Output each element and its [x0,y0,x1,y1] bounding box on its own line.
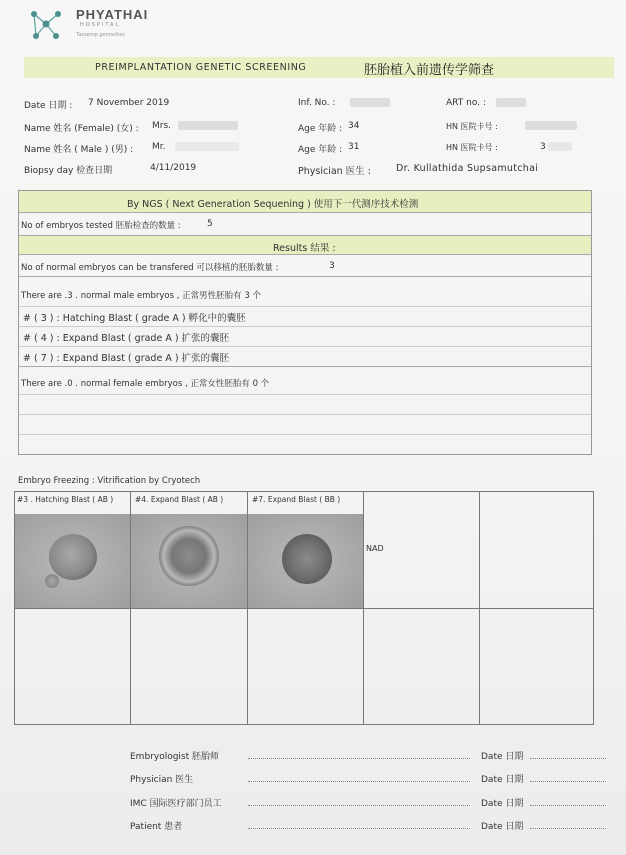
age-male-value: 31 [348,142,360,152]
empty-row [19,435,591,455]
embryo-cell-empty [480,492,594,609]
female-line: There are .0 . normal female embryos , 正常女性胚胎有 0 个 [21,379,270,389]
physician-value: Dr. Kullathida Supsamutchai [396,163,539,174]
embryo-cell-empty [131,609,248,725]
title-banner [24,57,614,78]
biopsy-label: Biopsy day 检查日期 [24,166,113,176]
embryo-line: # ( 3 ) : Hatching Blast ( grade A ) 孵化中的囊胚 [23,313,246,324]
hospital-logo-icon [26,8,66,42]
age-female-value: 34 [348,121,360,131]
sig-label-patient: Patient 患者 [130,822,183,832]
female-row [19,367,591,395]
tested-row [19,213,591,236]
art-label: ART no. : [446,98,486,108]
normal-value: 3 [329,261,335,271]
empty-row [19,395,591,415]
signature-line[interactable] [248,758,470,759]
method-row [19,191,591,213]
redacted-inf [350,98,390,107]
date-line[interactable] [530,828,606,829]
results-header: Results 结果 : [273,243,336,254]
embryo-cell-label: #7. Expand Blast ( BB ) [252,495,341,504]
redacted-female-name [178,121,238,130]
male-name-value: Mr. [152,142,166,152]
redacted-art [496,98,526,107]
nad-label: NAD [366,544,384,553]
inf-label: Inf. No. : [298,98,336,108]
date-line[interactable] [530,758,606,759]
sig-label-embryologist: Embryologist 胚胎师 [130,752,219,762]
embryo-row [19,327,591,347]
results-header-row [19,236,591,255]
embryo-cell-7 [248,492,364,609]
tested-value: 5 [207,219,213,229]
title-en: PREIMPLANTATION GENETIC SCREENING [95,62,307,73]
date-line[interactable] [530,781,606,782]
date-label: Date 日期 : [24,101,73,111]
sig-label-imc: IMC 国际医疗部门员工 [130,799,222,809]
embryo-cell-label: #3 . Hatching Blast ( AB ) [17,495,114,504]
male-name-label: Name 姓名 ( Male ) (男) : [24,145,134,155]
tested-label: No of embryos tested 胚胎检查的数量 : [21,221,181,231]
female-name-label: Name 姓名 (Female) (女) : [24,124,139,134]
embryo-cell-empty [248,609,364,725]
hospital-subtitle: HOSPITAL [80,22,121,28]
biopsy-value: 4/11/2019 [150,163,197,173]
signature-line[interactable] [248,828,470,829]
hn-female-label: HN 医院卡号 : [446,122,498,131]
embryo-cell-3 [15,492,131,609]
hospital-name: PHYATHAI [76,7,149,22]
embryo-row [19,347,591,367]
sig-date-label: Date 日期 [481,752,524,762]
embryo-cell-nad [364,492,480,609]
sig-date-label: Date 日期 [481,822,524,832]
embryo-cell-empty [480,609,594,725]
embryo-grid [14,491,594,725]
method-text: By NGS ( Next Generation Sequening ) 使用下一代测序技术检测 [127,199,419,210]
sig-date-label: Date 日期 [481,799,524,809]
male-line: There are .3 . normal male embryos , 正常男性胚胎有 3 个 [21,291,261,301]
embryo-photo [248,514,363,608]
age-female-label: Age 年龄 : [298,124,343,134]
hn-male-value: 3 [540,142,546,152]
male-row [19,277,591,307]
embryo-cell-empty [364,609,480,725]
embryo-cell-empty [15,609,131,725]
results-table [18,190,592,455]
embryo-line: # ( 7 ) : Expand Blast ( grade A ) 扩张的囊胚 [23,353,230,364]
hospital-tagline: Tassemp gennefsss [76,32,125,38]
hn-male-label: HN 医院卡号 : [446,143,498,152]
embryo-line: # ( 4 ) : Expand Blast ( grade A ) 扩张的囊胚 [23,333,230,344]
signature-line[interactable] [248,805,470,806]
sig-label-physician: Physician 医生 [130,775,194,785]
age-male-label: Age 年龄 : [298,145,343,155]
normal-label: No of normal embryos can be transfered 可以移植的胚胎数量 : [21,263,279,273]
sig-date-label: Date 日期 [481,775,524,785]
date-value: 7 November 2019 [88,98,170,108]
redacted-hn-male [548,142,572,151]
signature-line[interactable] [248,781,470,782]
freezing-title: Embryo Freezing : Vitrification by Cryotech [18,476,201,486]
embryo-photo [15,514,130,608]
date-line[interactable] [530,805,606,806]
female-name-value: Mrs. [152,121,172,131]
empty-row [19,415,591,435]
normal-row [19,255,591,277]
embryo-cell-label: #4. Expand Blast ( AB ) [135,495,224,504]
embryo-cell-4 [131,492,248,609]
physician-label: Physician 医生 : [298,166,371,177]
embryo-photo [131,514,247,608]
title-zh: 胚胎植入前遗传学筛查 [364,63,495,78]
embryo-row [19,307,591,327]
redacted-hn-female [525,121,577,130]
redacted-male-name [175,142,239,151]
